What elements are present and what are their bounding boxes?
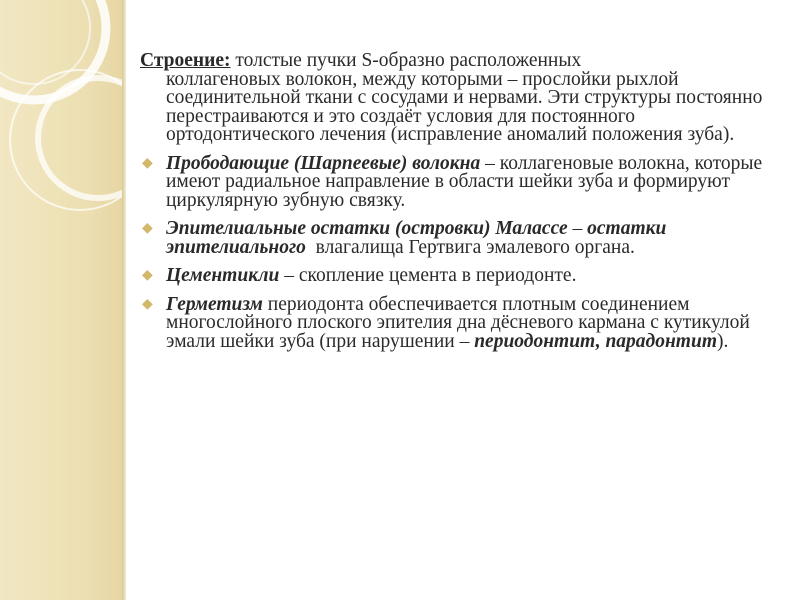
bullet-text: влагалища Гертвига эмалевого органа. bbox=[305, 236, 635, 258]
list-item bbox=[140, 267, 770, 286]
bullet-term: Герметизм bbox=[166, 293, 263, 315]
bullet-term: Эпителиальные остатки (островки) Малассе bbox=[166, 218, 568, 239]
list-item bbox=[140, 220, 770, 257]
bullet-dash: – bbox=[567, 218, 588, 239]
bullet-list bbox=[140, 152, 770, 352]
bullet-text: периодонта обеспечивается плотным соединением многослойного плоского эпителия дна дёсневого кармана с кутикулой эмали шейки зуба (при нарушении – bbox=[166, 293, 750, 352]
side-band-edge bbox=[122, 0, 126, 600]
diamond-bullet-icon: ◆ bbox=[142, 155, 153, 171]
bullet-term: Цементикли bbox=[166, 265, 280, 286]
diamond-bullet-icon: ◆ bbox=[142, 296, 153, 312]
intro-paragraph bbox=[140, 52, 770, 145]
bullet-term-2: остатки эпителиального bbox=[166, 218, 667, 258]
intro-text-rest: коллагеновых волокон, между которыми – прослойки рыхлой соединительной ткани с сосудами и нервами. Эти структуры постоянно перестраиваются и это создаёт условия для постоянного ортодонтического лечения (исправление аномалий положения зуба). bbox=[166, 68, 763, 145]
bullet-tail: ). bbox=[716, 330, 729, 352]
diamond-bullet-icon: ◆ bbox=[142, 268, 153, 283]
bullet-text: – коллагеновые волокна, которые имеют радиальное направление в области шейки зуба и формируют циркулярную зубную связку. bbox=[166, 152, 763, 211]
decorative-rings-icon bbox=[0, 0, 122, 600]
slide-content bbox=[140, 52, 770, 361]
intro-label: Строение: bbox=[140, 50, 231, 71]
list-item bbox=[140, 152, 770, 211]
list-item bbox=[140, 293, 770, 352]
bullet-term-2: периодонтит, парадонтит bbox=[474, 330, 717, 352]
diamond-bullet-icon: ◆ bbox=[142, 221, 153, 236]
intro-text-first: толстые пучки S-образно расположенных bbox=[235, 50, 582, 71]
bullet-text: – скопление цемента в периодонте. bbox=[279, 265, 577, 286]
decorative-side-band bbox=[0, 0, 122, 600]
bullet-term: Прободающие (Шарпеевые) волокна bbox=[166, 152, 481, 174]
